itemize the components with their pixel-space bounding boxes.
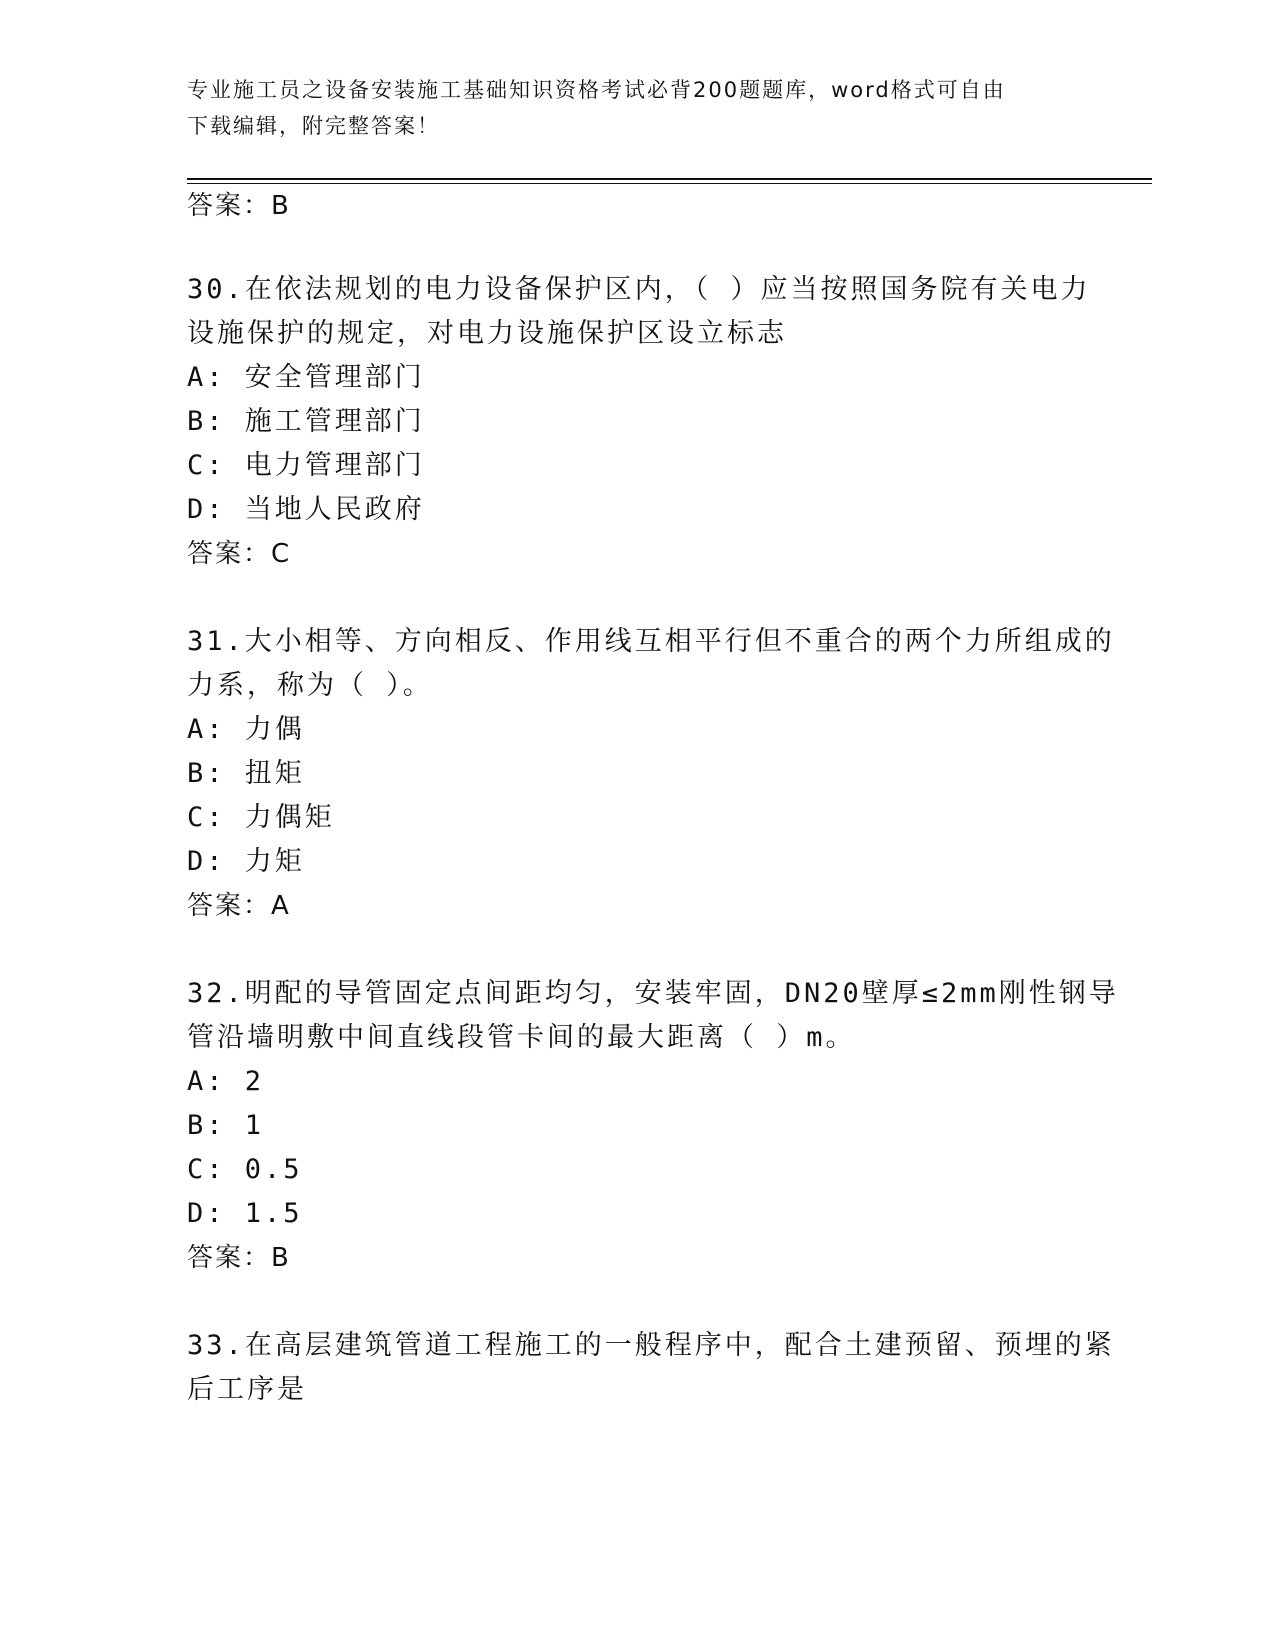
q30-text-line-1: 30.在依法规划的电力设备保护区内，（ ）应当按照国务院有关电力 [187,274,1091,305]
q32-option-c: C: 0.5 [187,1154,303,1185]
header-line-2: 下载编辑，附完整答案！ [187,114,440,138]
header-line-1: 专业施工员之设备安装施工基础知识资格考试必背200题题库，word格式可自由 [187,78,1006,102]
q31-option-c: C: 力偶矩 [187,802,335,833]
q32-option-a: A: 2 [187,1066,265,1097]
q31-option-d: D: 力矩 [187,846,305,877]
q31-text-line-1: 31.大小相等、方向相反、作用线互相平行但不重合的两个力所组成的 [187,626,1115,657]
q30-option-c: C: 电力管理部门 [187,450,425,481]
q32-text-line-2: 管沿墙明敷中间直线段管卡间的最大距离（ ）m。 [187,1022,856,1053]
q30-text-line-2: 设施保护的规定，对电力设施保护区设立标志 [187,318,787,349]
q30-option-d: D: 当地人民政府 [187,494,425,525]
answer-29: 答案：B [187,191,291,221]
q32-option-d: D: 1.5 [187,1198,303,1229]
q31-answer: 答案：A [187,891,291,921]
q31-text-line-2: 力系，称为（ ）。 [187,670,433,701]
q31-option-a: A: 力偶 [187,714,305,745]
q30-option-a: A: 安全管理部门 [187,362,425,393]
q32-option-b: B: 1 [187,1110,265,1141]
q32-text-line-1: 32.明配的导管固定点间距均匀，安装牢固，DN20壁厚≤2mm刚性钢导 [187,978,1119,1009]
q33-text-line-1: 33.在高层建筑管道工程施工的一般程序中，配合土建预留、预埋的紧 [187,1330,1115,1361]
q30-option-b: B: 施工管理部门 [187,406,425,437]
q33-text-line-2: 后工序是 [187,1374,307,1405]
q31-option-b: B: 扭矩 [187,758,305,789]
q30-answer: 答案：C [187,539,292,569]
document-header [187,72,1067,144]
header-rule-thin [187,183,1152,184]
header-rule-thick [187,178,1152,180]
q32-answer: 答案：B [187,1243,291,1273]
